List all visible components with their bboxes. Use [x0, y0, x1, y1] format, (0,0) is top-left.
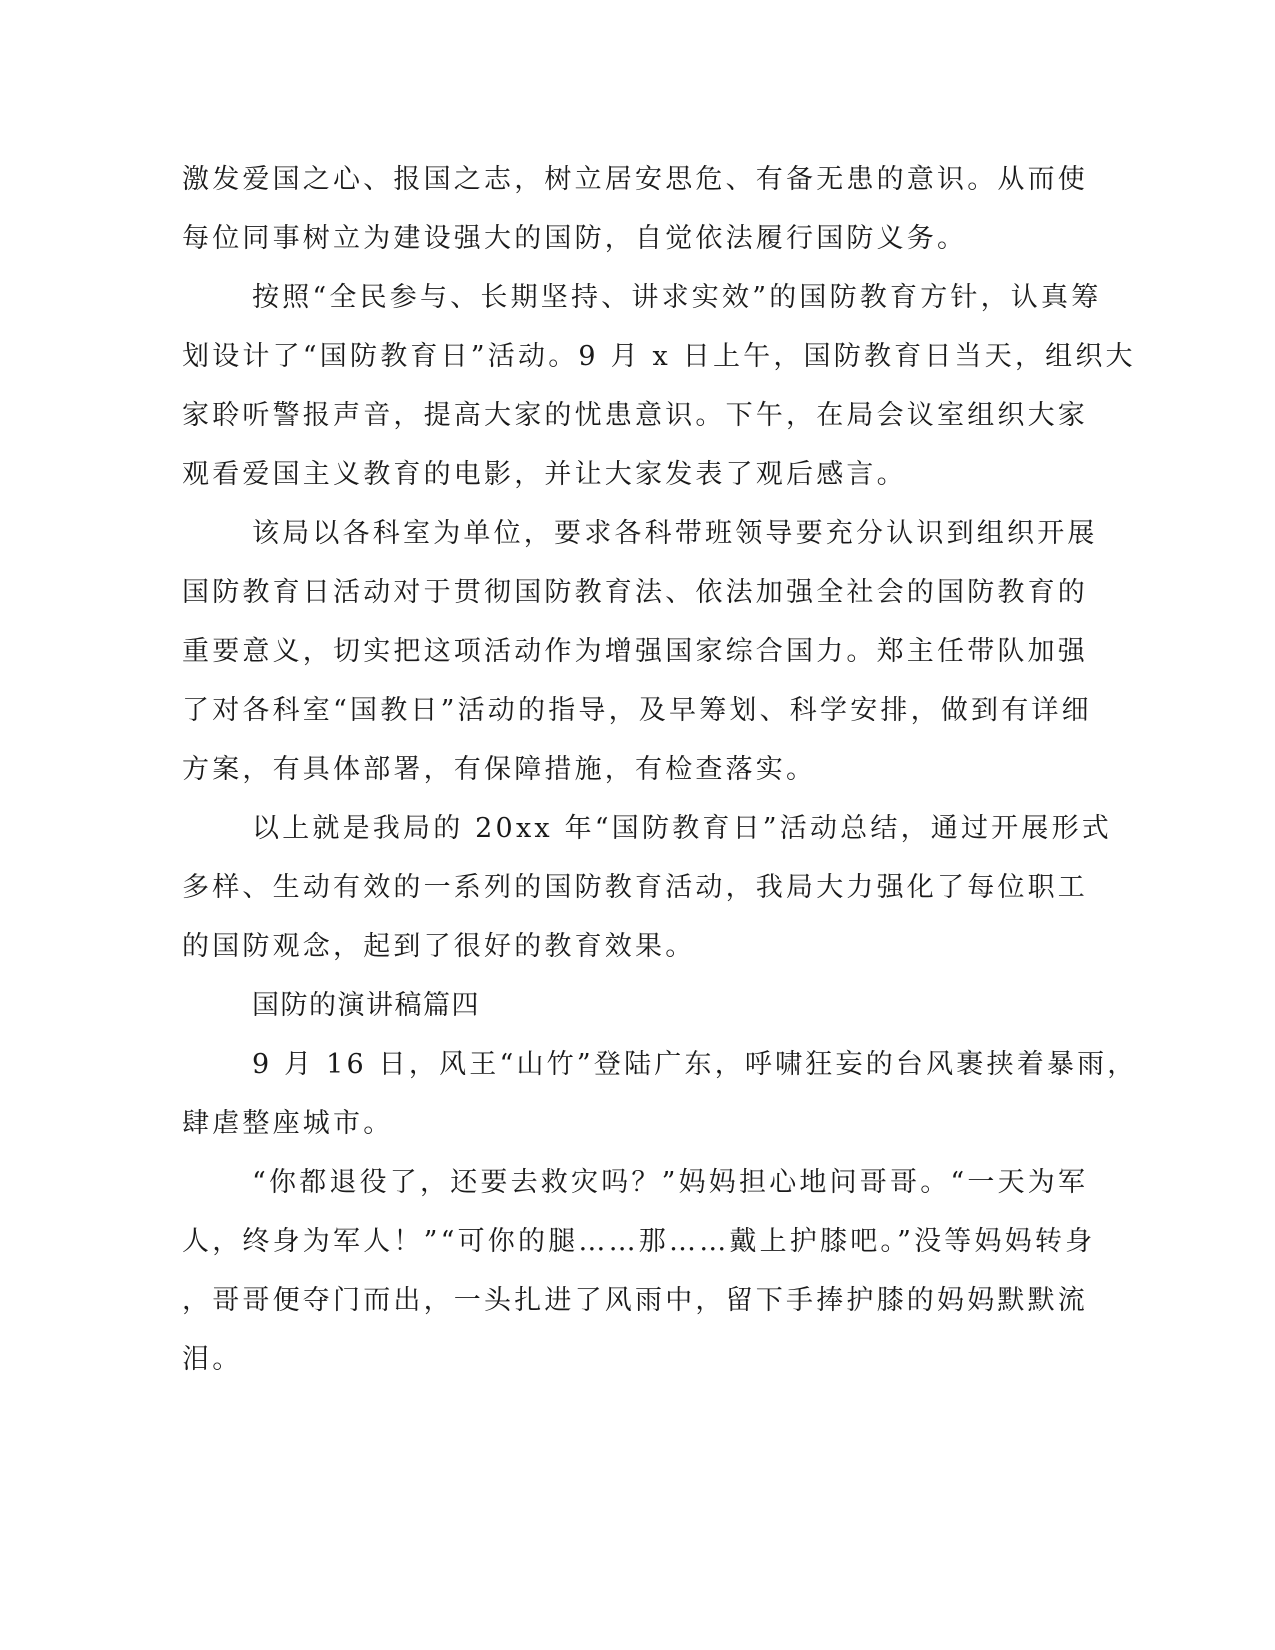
text-line: 划设计了“国防教育日”活动。9 月 x 日上午，国防教育日当天，组织大: [182, 341, 1136, 372]
text-line: 方案，有具体部署，有保障措施，有检查落实。: [182, 754, 817, 785]
text-line: 观看爱国主义教育的电影，并让大家发表了观后感言。: [182, 459, 907, 490]
paragraph-start-line: 按照“全民参与、长期坚持、讲求实效”的国防教育方针，认真筹: [252, 282, 1102, 313]
text-line: 多样、生动有效的一系列的国防教育活动，我局大力强化了每位职工: [182, 872, 1088, 903]
text-line: 泪。: [182, 1344, 243, 1375]
text-line: ，哥哥便夺门而出，一头扎进了风雨中，留下手捧护膝的妈妈默默流: [182, 1285, 1088, 1316]
text-line: 国防教育日活动对于贯彻国防教育法、依法加强全社会的国防教育的: [182, 577, 1088, 608]
text-line: 肆虐整座城市。: [182, 1108, 394, 1139]
text-line: 的国防观念，起到了很好的教育效果。: [182, 931, 696, 962]
paragraph-start-line: 该局以各科室为单位，要求各科带班领导要充分认识到组织开展: [252, 518, 1098, 549]
text-line: 重要意义，切实把这项活动作为增强国家综合国力。郑主任带队加强: [182, 636, 1088, 667]
paragraph-start-line: 以上就是我局的 20xx 年“国防教育日”活动总结，通过开展形式: [252, 813, 1112, 844]
text-line: 了对各科室“国教日”活动的指导，及早筹划、科学安排，做到有详细: [182, 695, 1092, 726]
text-line: 激发爱国之心、报国之志，树立居安思危、有备无患的意识。从而使: [182, 164, 1088, 195]
paragraph-start-line: 9 月 16 日，风王“山竹”登陆广东，呼啸狂妄的台风裹挟着暴雨，: [252, 1049, 1138, 1080]
section-heading: 国防的演讲稿篇四: [252, 990, 480, 1021]
text-line: 每位同事树立为建设强大的国防，自觉依法履行国防义务。: [182, 223, 968, 254]
text-line: 家聆听警报声音，提高大家的忧患意识。下午，在局会议室组织大家: [182, 400, 1088, 431]
text-line: 人，终身为军人！”“可你的腿……那……戴上护膝吧。”没等妈妈转身: [182, 1226, 1096, 1257]
paragraph-start-line: “你都退役了，还要去救灾吗？”妈妈担心地问哥哥。“一天为军: [252, 1167, 1089, 1198]
